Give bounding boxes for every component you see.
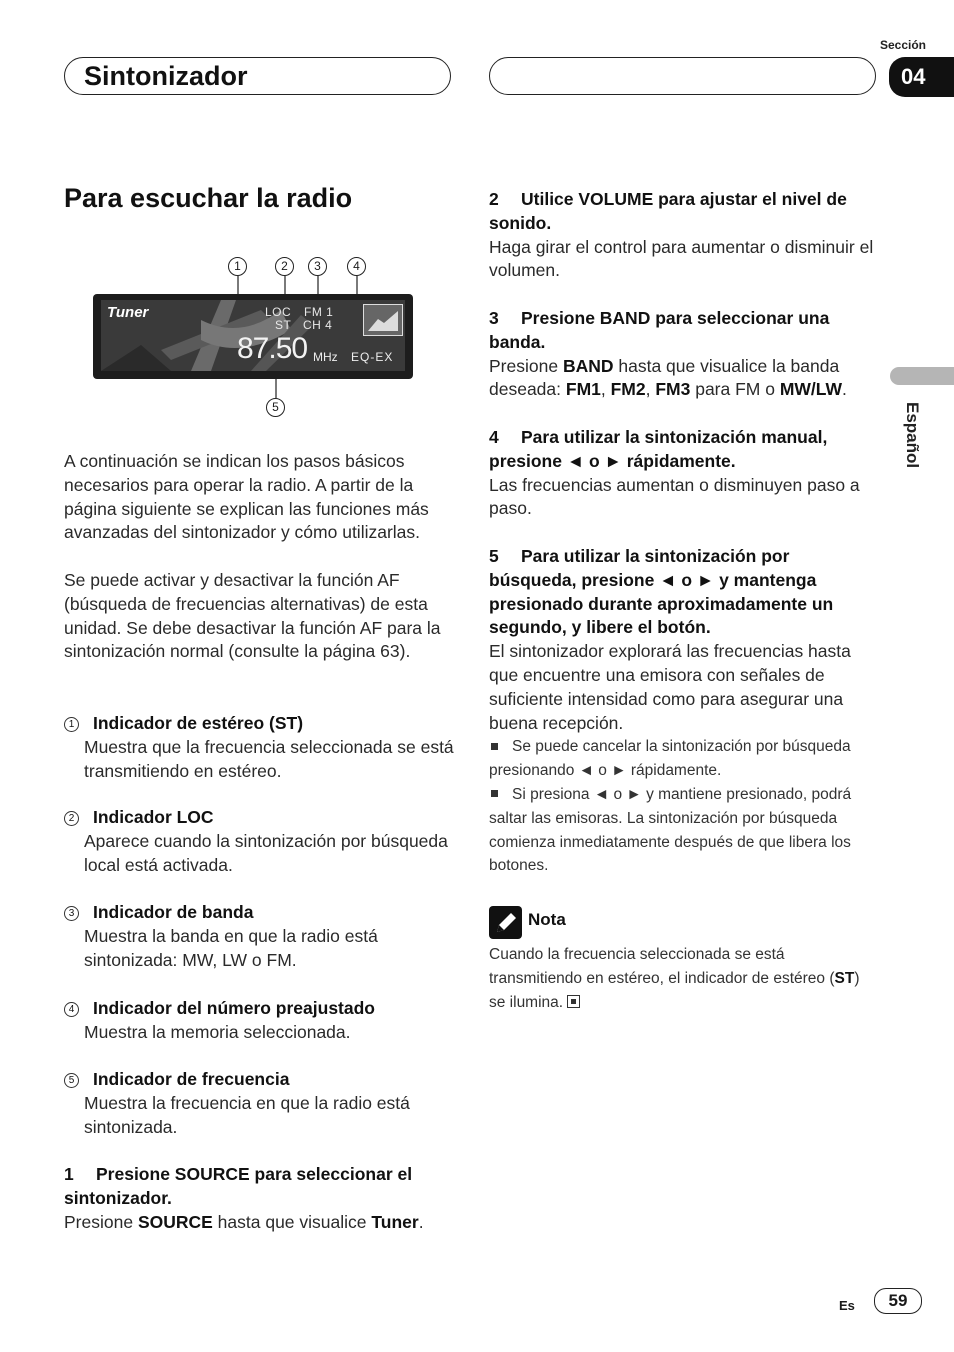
- lcd-unit: MHz: [313, 350, 338, 364]
- step-number: 2: [489, 189, 499, 209]
- indicator-description: Muestra la memoria seleccionada.: [84, 1021, 351, 1042]
- step-title: Utilice VOLUME para ajustar el nivel de sonido.: [489, 189, 847, 233]
- lcd-loc-indicator: LOC: [265, 305, 292, 319]
- indicator-item-3: [64, 901, 454, 972]
- step-description: El sintonizador explorará las frecuencias hasta que encuentre una emisora con señales de suficiente intensidad como para asegurar una buena recepción.: [489, 641, 851, 733]
- indicator-number: 1: [64, 717, 79, 732]
- step-description: Las frecuencias aumentan o disminuyen paso a paso.: [489, 474, 860, 519]
- indicator-title: Indicador de banda: [93, 902, 254, 922]
- step-4: [489, 426, 879, 521]
- bullet-icon: [491, 743, 498, 750]
- step-description: Presione BAND hasta que visualice la banda deseada: FM1, FM2, FM3 para FM o MW/LW.: [489, 355, 847, 400]
- indicator-item-1: [64, 712, 454, 783]
- indicator-description: Aparece cuando la sintonización por búsqueda local está activada.: [84, 830, 448, 875]
- step-number: 1: [64, 1164, 74, 1184]
- indicator-title: Indicador de frecuencia: [93, 1069, 290, 1089]
- lcd-screen: [101, 300, 405, 371]
- lcd-band-indicator: FM 1: [304, 305, 334, 319]
- indicator-item-5: [64, 1068, 454, 1139]
- indicator-item-4: [64, 997, 454, 1045]
- callout-3: 3: [308, 257, 327, 276]
- step-title: Presione BAND para seleccionar una banda.: [489, 308, 830, 352]
- step-description: Presione SOURCE hasta que visualice Tuner.: [64, 1211, 424, 1232]
- step-bullet-1: Se puede cancelar la sintonización por búsqueda presionando ◄ o ► rápidamente.: [489, 738, 851, 780]
- step-3: [489, 307, 879, 402]
- step-bullet-2: Si presiona ◄ o ► y mantiene presionado, podrá saltar las emisoras. La sintonización por búsqueda comienza inmediatamente después de que libera los botones.: [489, 785, 852, 875]
- lcd-level-box: [363, 304, 403, 336]
- lcd-frame: [93, 294, 413, 379]
- step-title: Presione SOURCE para seleccionar el sintonizador.: [64, 1164, 413, 1208]
- intro-paragraph-2: Se puede activar y desactivar la función AF (búsqueda de frecuencias alternativas) de esta unidad. Se debe desactivar la función AF para la sintonización normal (consulte la página 63).: [64, 570, 441, 662]
- lcd-source-label: Tuner: [107, 304, 149, 321]
- note-text: Cuando la frecuencia seleccionada se está transmitiendo en estéreo, el indicador de estéreo (ST) se ilumina.: [489, 946, 860, 1011]
- indicator-item-2: [64, 806, 454, 877]
- note-pencil-icon: [489, 906, 522, 939]
- section-label: Sección: [879, 38, 926, 52]
- indicator-description: Muestra la banda en que la radio está sintonizada: MW, LW o FM.: [84, 925, 378, 970]
- intro-paragraph-1: A continuación se indican los pasos básicos necesarios para operar la radio. A partir de la página siguiente se explican las funciones más avanzadas del sintonizador y cómo utilizarlas.: [64, 451, 429, 543]
- callout-1: 1: [228, 257, 247, 276]
- callout-4: 4: [347, 257, 366, 276]
- indicator-number: 4: [64, 1002, 79, 1017]
- step-title: Para utilizar la sintonización por búsqueda, presione ◄ o ► y mantenga presionado durante aproximadamente un segundo, y libere el botón.: [489, 546, 834, 638]
- header-title: Sintonizador: [84, 61, 248, 91]
- callout-2: 2: [275, 257, 294, 276]
- lcd-eq-mode: EQ-EX: [351, 350, 394, 364]
- callout-5: 5: [266, 398, 285, 417]
- lcd-channel-indicator: CH 4: [303, 318, 333, 332]
- step-2: [489, 188, 879, 283]
- indicator-number: 2: [64, 811, 79, 826]
- section-number-badge: 04: [889, 57, 954, 97]
- page-title: Para escuchar la radio: [64, 183, 353, 213]
- step-number: 4: [489, 427, 499, 447]
- indicator-description: Muestra la frecuencia en que la radio está sintonizada.: [84, 1092, 410, 1137]
- note-title: Nota: [528, 910, 566, 929]
- step-1: [64, 1163, 454, 1234]
- page-number: 59: [874, 1288, 922, 1314]
- footer-language: Es: [839, 1298, 855, 1313]
- indicator-description: Muestra que la frecuencia seleccionada se está transmitiendo en estéreo.: [84, 736, 454, 781]
- indicator-number: 3: [64, 906, 79, 921]
- bullet-icon: [491, 790, 498, 797]
- step-number: 5: [489, 546, 499, 566]
- step-description: Haga girar el control para aumentar o disminuir el volumen.: [489, 236, 874, 281]
- end-of-section-icon: [567, 995, 580, 1008]
- language-side-label: [888, 402, 938, 485]
- language-label-text: Español: [903, 402, 922, 469]
- lcd-stereo-indicator: ST: [275, 318, 292, 332]
- indicator-title: Indicador del número preajustado: [93, 998, 375, 1018]
- indicator-title: Indicador de estéreo (ST): [93, 713, 304, 733]
- header-right-frame: [489, 57, 876, 95]
- language-tab: [890, 367, 954, 385]
- tuner-display-figure: [92, 255, 414, 417]
- step-title: Para utilizar la sintonización manual, presione ◄ o ► rápidamente.: [489, 427, 828, 471]
- indicator-title: Indicador LOC: [93, 807, 214, 827]
- indicator-number: 5: [64, 1073, 79, 1088]
- step-5: [489, 545, 879, 878]
- step-number: 3: [489, 308, 499, 328]
- lcd-frequency: 87.50: [237, 332, 308, 365]
